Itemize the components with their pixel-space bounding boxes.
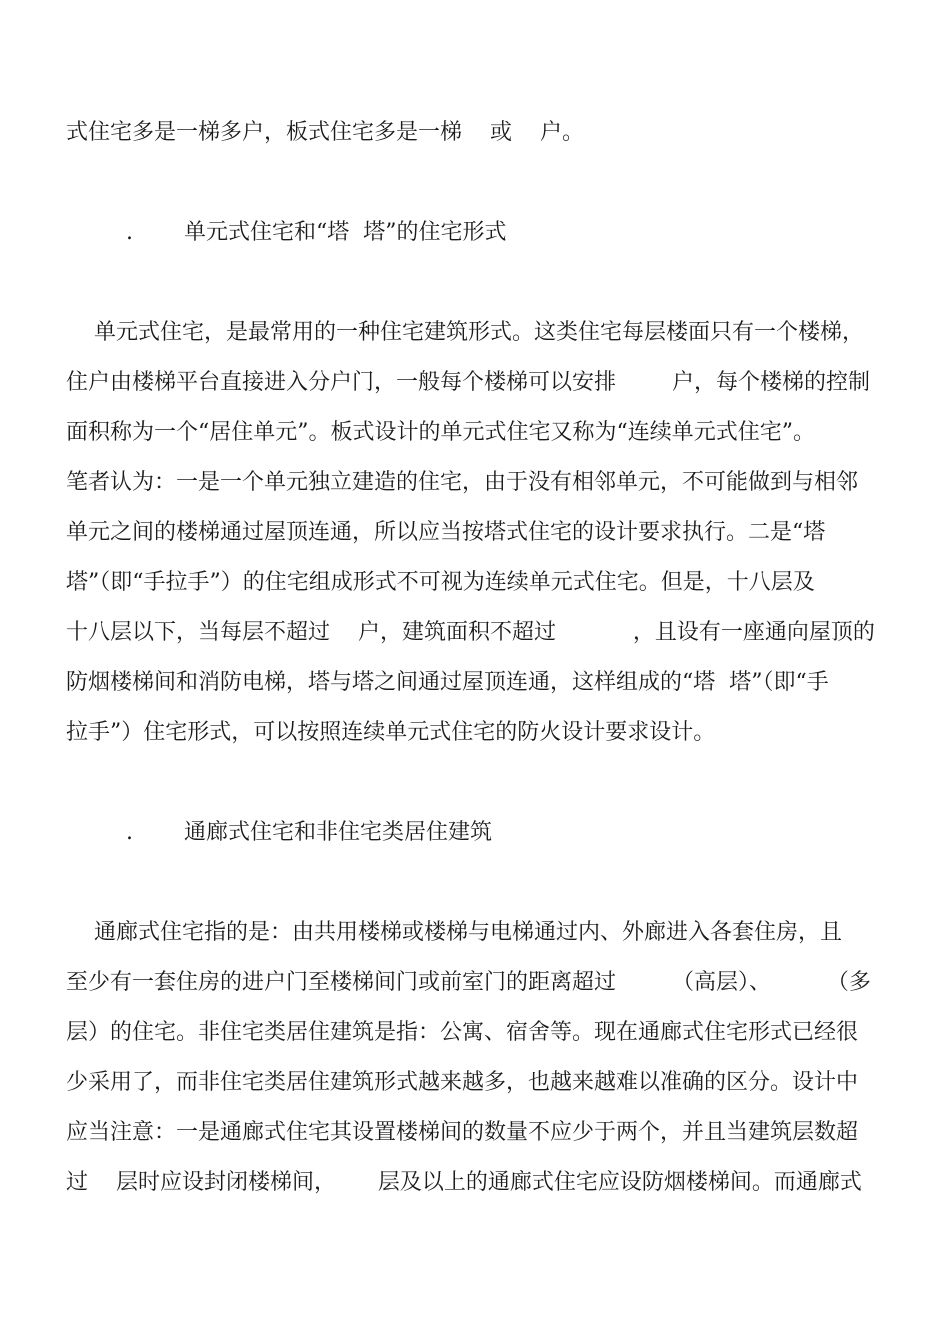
section-title: 通廊式住宅和非住宅类居住建筑	[184, 820, 493, 845]
paragraph-line: 拉手”）住宅形式，可以按照连续单元式住宅的防火设计要求设计。	[66, 720, 716, 745]
paragraph-line: 单元式住宅，是最常用的一种住宅建筑形式。这类住宅每层楼面只有一个楼梯，	[66, 320, 864, 345]
paragraph-line: 层）的住宅。非住宅类居住建筑是指：公寓、宿舍等。现在通廊式住宅形式已经很	[66, 1020, 859, 1045]
paragraph-line: 过 层时应设封闭楼梯间， 层及以上的通廊式住宅应设防烟楼梯间。而通廊式	[66, 1170, 862, 1195]
section-title: 单元式住宅和“塔 塔”的住宅形式	[184, 220, 507, 245]
paragraph-line: 住户由楼梯平台直接进入分户门，一般每个楼梯可以安排 户，每个楼梯的控制	[66, 370, 870, 395]
paragraph-line: 通廊式住宅指的是：由共用楼梯或楼梯与电梯通过内、外廊进入各套住房，且	[66, 920, 842, 945]
paragraph-line: 应当注意：一是通廊式住宅其设置楼梯间的数量不应少于两个，并且当建筑层数超	[66, 1120, 859, 1145]
section-number: .	[126, 220, 133, 245]
paragraph-line: 塔”（即“手拉手”）的住宅组成形式不可视为连续单元式住宅。但是，十八层及	[66, 570, 815, 595]
intro-line: 式住宅多是一梯多户，板式住宅多是一梯 或 户。	[66, 120, 584, 145]
paragraph-line: 防烟楼梯间和消防电梯，塔与塔之间通过屋顶连通，这样组成的“塔 塔”（即“手	[66, 670, 829, 695]
paragraph-line: 至少有一套住房的进户门至楼梯间门或前室门的距离超过 （高层）、 （多	[66, 970, 871, 995]
paragraph-line: 少采用了，而非住宅类居住建筑形式越来越多，也越来越难以准确的区分。设计中	[66, 1070, 859, 1095]
paragraph-line: 单元之间的楼梯通过屋顶连通，所以应当按塔式住宅的设计要求执行。二是“塔	[66, 520, 826, 545]
paragraph-line: 面积称为一个“居住单元”。板式设计的单元式住宅又称为“连续单元式住宅”。	[66, 420, 815, 445]
paragraph-line: 十八层以下，当每层不超过 户，建筑面积不超过 ，且设有一座通向屋顶的	[66, 620, 875, 645]
paragraph-line: 笔者认为：一是一个单元独立建造的住宅，由于没有相邻单元，不可能做到与相邻	[66, 470, 859, 495]
section-number: .	[126, 820, 133, 845]
